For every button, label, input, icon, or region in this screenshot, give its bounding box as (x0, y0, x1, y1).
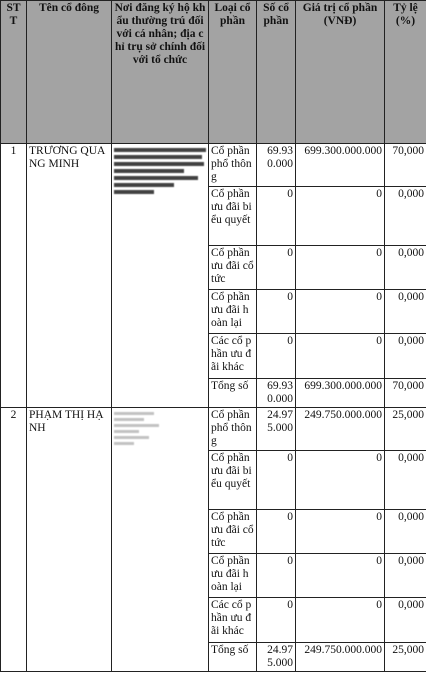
share-type: Tổng số (209, 379, 257, 408)
share-type: Cổ phần ưu đãi cổ tức (209, 510, 257, 554)
share-value: 0 (296, 554, 385, 598)
share-count: 0 (257, 187, 296, 246)
shareholder-name: TRƯƠNG QUANG MINH (27, 144, 112, 408)
share-count: 69.930.000 (257, 144, 296, 187)
percentage: 0,000 (385, 187, 426, 246)
share-count: 0 (257, 246, 296, 290)
percentage: 0,000 (385, 451, 426, 510)
header-share-type: Loại cổ phần (209, 1, 257, 144)
share-type: Cổ phần ưu đãi biểu quyết (209, 187, 257, 246)
header-stt: STT (1, 1, 27, 144)
share-value: 0 (296, 290, 385, 334)
shareholder-name: PHẠM THỊ HẠNH (27, 408, 112, 672)
share-value: 0 (296, 334, 385, 379)
share-value: 0 (296, 510, 385, 554)
share-count: 69.930.000 (257, 379, 296, 408)
share-value: 249.750.000.000 (296, 643, 385, 672)
percentage: 25,000 (385, 643, 426, 672)
header-address: Nơi đăng ký hộ khẩu thường trú đối với cá nhân; địa chỉ trụ sở chính đối với tổ chức (112, 1, 209, 144)
shareholder-stt: 2 (1, 408, 27, 672)
table-row (1, 408, 426, 451)
share-value: 699.300.000.000 (296, 144, 385, 187)
percentage: 0,000 (385, 598, 426, 643)
share-count: 0 (257, 334, 296, 379)
header-percentage: Tỷ lệ (%) (385, 1, 426, 144)
share-type: Cổ phần phổ thông (209, 144, 257, 187)
share-count: 0 (257, 554, 296, 598)
header-row (1, 1, 426, 144)
share-count: 0 (257, 510, 296, 554)
share-value: 0 (296, 246, 385, 290)
table-body (1, 144, 426, 672)
percentage: 0,000 (385, 554, 426, 598)
header-name: Tên cổ đông (27, 1, 112, 144)
percentage: 0,000 (385, 246, 426, 290)
share-type: Các cổ phần ưu đãi khác (209, 334, 257, 379)
percentage: 70,000 (385, 144, 426, 187)
share-value: 0 (296, 598, 385, 643)
share-count: 24.975.000 (257, 408, 296, 451)
share-type: Cổ phần ưu đãi hoàn lại (209, 290, 257, 334)
share-value: 699.300.000.000 (296, 379, 385, 408)
share-value: 0 (296, 187, 385, 246)
share-value: 249.750.000.000 (296, 408, 385, 451)
percentage: 70,000 (385, 379, 426, 408)
percentage: 0,000 (385, 290, 426, 334)
redacted-address (112, 144, 209, 408)
table-row (1, 144, 426, 187)
header-share-value: Giá trị cổ phần (VNĐ) (296, 1, 385, 144)
share-type: Cổ phần ưu đãi biểu quyết (209, 451, 257, 510)
share-type: Các cổ phần ưu đãi khác (209, 598, 257, 643)
share-count: 0 (257, 290, 296, 334)
header-share-count: Số cổ phần (257, 1, 296, 144)
redacted-address (112, 408, 209, 672)
share-count: 0 (257, 451, 296, 510)
share-type: Tổng số (209, 643, 257, 672)
percentage: 25,000 (385, 408, 426, 451)
share-value: 0 (296, 451, 385, 510)
share-type: Cổ phần ưu đãi hoàn lại (209, 554, 257, 598)
share-type: Cổ phần ưu đãi cổ tức (209, 246, 257, 290)
share-type: Cổ phần phổ thông (209, 408, 257, 451)
share-count: 0 (257, 598, 296, 643)
percentage: 0,000 (385, 334, 426, 379)
shareholder-stt: 1 (1, 144, 27, 408)
percentage: 0,000 (385, 510, 426, 554)
share-count: 24.975.000 (257, 643, 296, 672)
